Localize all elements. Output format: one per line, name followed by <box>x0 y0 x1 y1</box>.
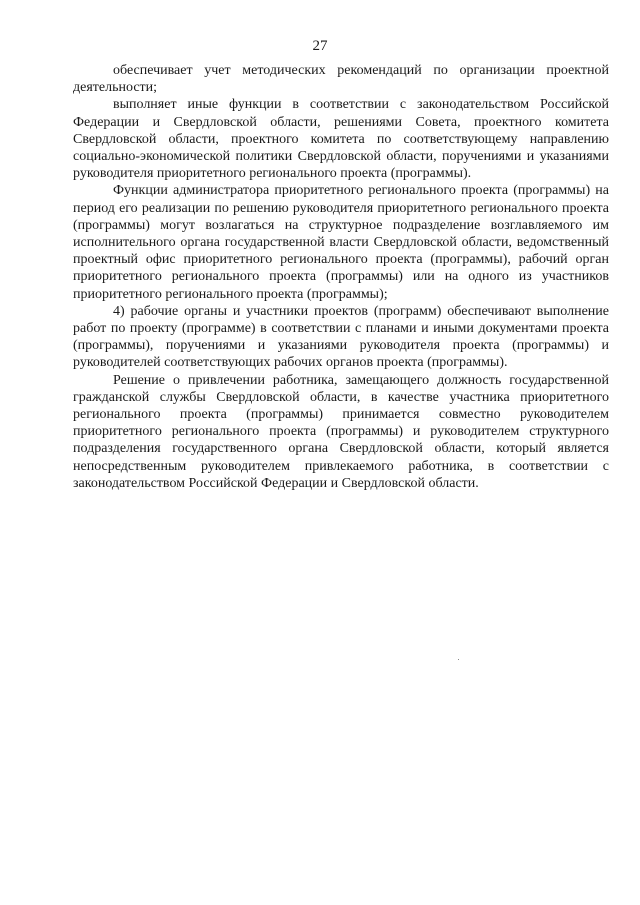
paragraph-administrator-functions: Функции администратора приоритетного регионального проекта (программы) на период его реализации по решению руководителя приоритетного регионального проекта (программы) могут возлагаться на структурное подразделение возглавляемого им исполнительного органа государственной власти Свердловской области, ведомственный проектный офис приоритетного регионального проекта (программы), рабочий орган приоритетного регионального проекта (программы) или на одного из участников приоритетного регионального проекта (программы); <box>73 183 609 302</box>
page-number: 27 <box>312 38 328 54</box>
paragraph-working-bodies: 4) рабочие органы и участники проектов (программ) обеспечивают выполнение работ по проекту (программе) в соответствии с планами и иными документами проекта (программы), поручениями и указаниями руководителя проекта (программы) и руководителей соответствующих рабочих органов проекта (программы). <box>73 303 609 371</box>
scan-speck <box>458 659 459 660</box>
document-body <box>73 62 609 492</box>
paragraph-other-functions: выполняет иные функции в соответствии с законодательством Российской Федерации и Свердловской области, решениями Совета, проектного комитета Свердловской области, проектного комитета по соответствующему направлению социально-экономической политики Свердловской области, поручениями и указаниями руководителя приоритетного регионального проекта (программы). <box>73 97 609 182</box>
paragraph-employee-involvement: Решение о привлечении работника, замещающего должность государственной гражданской службы Свердловской области, в качестве участника приоритетного регионального проекта (программы) принимается совместно руководителем приоритетного регионального проекта (программы) и руководителем структурного подразделения государственного органа Свердловской области, который является непосредственным руководителем привлекаемого работника, в соответствии с законодательством Российской Федерации и Свердловской области. <box>73 372 609 491</box>
paragraph-methodical-recommendations: обеспечивает учет методических рекомендаций по организации проектной деятельности; <box>73 63 609 96</box>
